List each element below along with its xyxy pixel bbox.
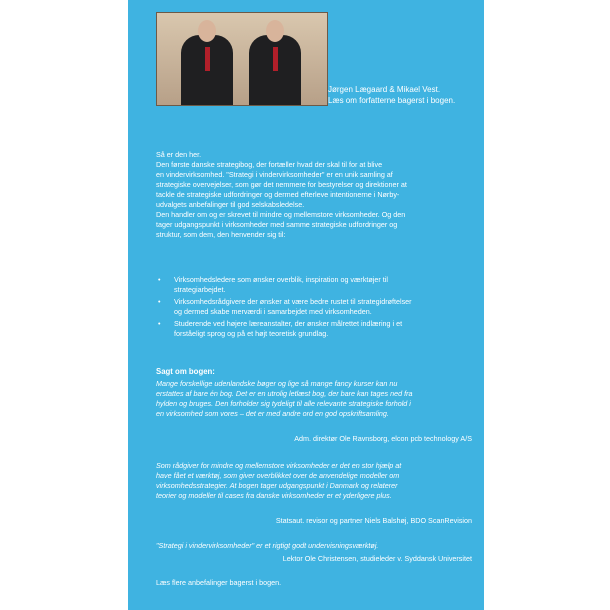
- list-item: [156, 297, 456, 317]
- intro-line: tager udgangspunkt i virksomheder med samme strategiske udfordringer og: [156, 220, 398, 229]
- quote-line: have fået et værktøj, som giver overblikket over de anvendelige modeller om: [156, 471, 400, 480]
- caption-line-1: Jørgen Lægaard & Mikael Vest.: [328, 85, 441, 94]
- quote-line: hylden og bruges. Den forholder sig tydeligt til alle relevante strategiske forhold i: [156, 399, 411, 408]
- author-tie-right: [273, 47, 278, 71]
- quote-line: virksomhedsstrategier. At bogen tager udgangspunkt i Danmark og relaterer: [156, 481, 398, 490]
- intro-line: strategiske overvejelser, som gør det nemmere for bestyrelser og direktioner at: [156, 180, 407, 189]
- quote-author: Lektor Ole Christensen, studieleder v. Syddansk Universitet: [282, 554, 472, 563]
- list-item-line: • Virksomhedsledere som ønsker overblik, inspiration og værktøjer til: [174, 275, 388, 284]
- intro-line: Så er den her.: [156, 150, 202, 159]
- author-photo: [156, 12, 328, 106]
- quote-line: Mange forskellige udenlandske bøger og lige så mange fancy kurser kan nu: [156, 379, 398, 388]
- intro-line: en vindervirksomhed. "Strategi i vindervirksomheder" er en unik samling af: [156, 170, 393, 179]
- list-item-line: • Studerende ved højere læreanstalter, der ønsker målrettet indlæring i et: [174, 319, 403, 328]
- list-item: [156, 275, 456, 295]
- list-item: [156, 319, 456, 339]
- quote-line: "Strategi i vindervirksomheder" er et rigtigt godt undervisningsværktøj.: [156, 541, 379, 550]
- list-item-line: • Virksomhedsrådgivere der ønsker at være bedre rustet til strategidrøftelser: [174, 297, 412, 306]
- caption-line-2: Læs om forfatterne bagerst i bogen.: [328, 96, 456, 105]
- intro-line: udvalgets anbefalinger til god selskabsledelse.: [156, 200, 305, 209]
- section-title: Sagt om bogen:: [156, 367, 215, 376]
- quote-line: teorier og modeller til cases fra danske virksomheder er et yderligere plus.: [156, 491, 392, 500]
- author-tie-left: [205, 47, 210, 71]
- footer-note: Læs flere anbefalinger bagerst i bogen.: [156, 578, 282, 587]
- quote-author: Statsaut. revisor og partner Niels Balshøj, BDO ScanRevision: [275, 516, 472, 525]
- quote: [156, 461, 456, 501]
- intro-text: [156, 150, 456, 240]
- quote-author: Adm. direktør Ole Ravnsborg, elcon pcb technology A/S: [294, 434, 472, 443]
- book-back-cover: [128, 0, 484, 610]
- quote-line: en virksomhed som vores – det er med andre ord en god opskriftsamling.: [156, 409, 389, 418]
- quote-line: Som rådgiver for mindre og mellemstore virksomheder er det en stor hjælp at: [156, 461, 402, 470]
- intro-line: struktur, som dem, den henvender sig til:: [156, 230, 286, 239]
- quote: [156, 541, 456, 551]
- intro-line: tackle de strategiske udfordringer og dermed efterleve intentionerne i Nørby-: [156, 190, 400, 199]
- author-head-left: [198, 20, 216, 42]
- author-head-right: [266, 20, 284, 42]
- target-audience-list: [156, 275, 456, 341]
- photo-caption: [328, 84, 455, 106]
- list-item-line: og dermed skabe merværdi i samarbejdet med virksomheden.: [174, 307, 372, 316]
- intro-line: Den handler om og er skrevet til mindre og mellemstore virksomheder. Og den: [156, 210, 406, 219]
- quote: [156, 379, 456, 419]
- list-item-line: forståeligt sprog og på et højt teoretisk grundlag.: [174, 329, 329, 338]
- quote-line: erstattes af bare én bog. Det er en utrolig letlæst bog, der bare kan tages ned fra: [156, 389, 413, 398]
- list-item-line: strategiarbejdet.: [174, 285, 226, 294]
- intro-line: Den første danske strategibog, der fortæller hvad der skal til for at blive: [156, 160, 383, 169]
